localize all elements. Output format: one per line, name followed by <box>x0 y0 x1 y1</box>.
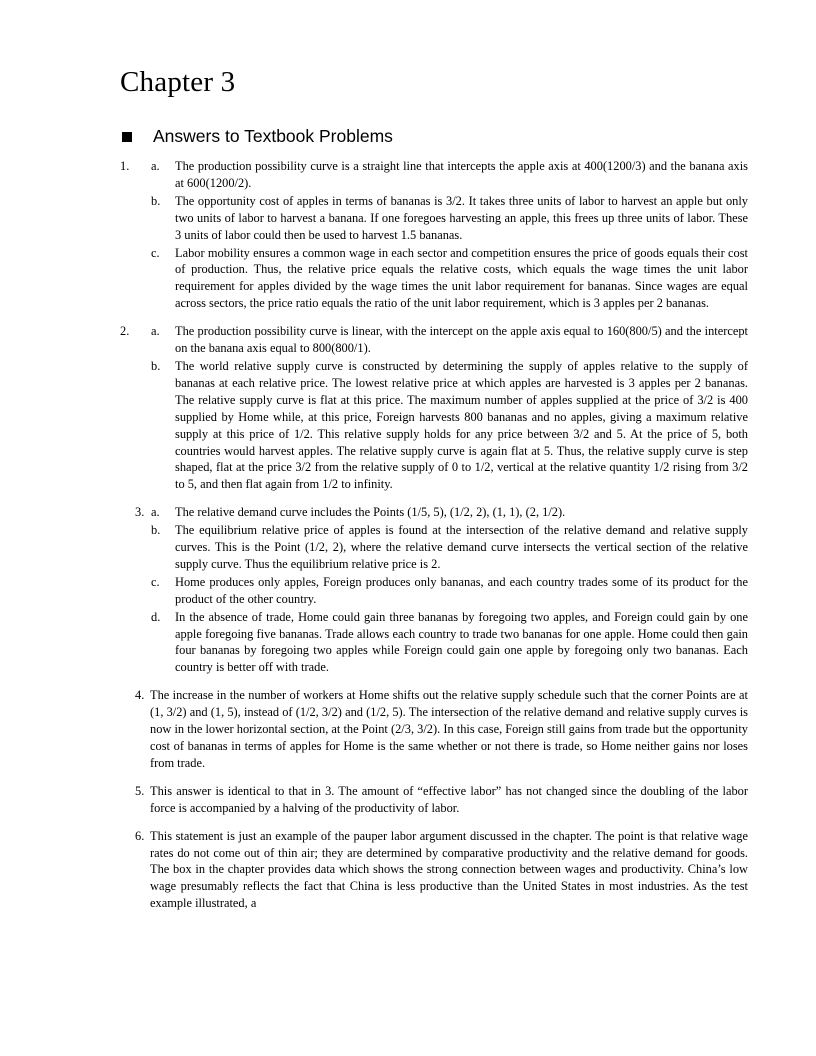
item-number: 4. <box>135 688 145 703</box>
item-text: Home produces only apples, Foreign produces only bananas, and each country trades some of its product for the product of the other country. <box>175 574 748 606</box>
item-letter: b. <box>151 193 161 208</box>
answers-list <box>0 158 816 920</box>
item-number: 2. <box>120 324 130 339</box>
item-text: This answer is identical to that in 3. The amount of “effective labor” has not changed since the doubling of the labor force is accompanied by a halving of the productivity of labor. <box>150 783 748 815</box>
list-item <box>0 245 816 313</box>
list-item <box>0 783 816 817</box>
item-text: The world relative supply curve is constructed by determining the supply of apples relative to the supply of bananas at each relative price. The lowest relative price at which apples are harvested is 3 apples per 2 bananas. The relative supply curve is flat at this price. The maximum number of apples supplied at the price of 3/2 is 400 supplied by Home while, at this price, Foreign harvests 800 bananas and no apples, giving a maximum relative supply at this price of 1/2. This relative supply holds for any price between 3/2 and 5. At the price of 5, both countries would harvest apples. The relative supply curve is again flat at 5. Thus, the relative supply curve is step shaped, flat at the price 3/2 from the relative supply of 0 to 1/2, vertical at the relative quantity 1/2 rising from 3/2 to 5, and then flat again from 1/2 to infinity. <box>175 358 748 492</box>
item-text: The production possibility curve is linear, with the intercept on the apple axis equal to 160(800/5) and the intercept on the banana axis equal to 800(800/1). <box>175 324 748 356</box>
item-text: The equilibrium relative price of apples is found at the intersection of the relative demand and relative supply curves. This is the Point (1/2, 2), where the relative demand curve intersects the vertical section of the relative supply curve. Thus the equilibrium relative price is 2. <box>175 523 748 571</box>
list-item <box>0 828 816 913</box>
item-letter: c. <box>151 245 160 260</box>
item-letter: b. <box>151 523 161 538</box>
item-letter: a. <box>151 159 160 173</box>
item-letter: a. <box>151 324 160 339</box>
section-heading-text: Answers to Textbook Problems <box>153 126 393 146</box>
item-number: 1. <box>120 159 130 173</box>
item-text: The production possibility curve is a straight line that intercepts the apple axis at 400(1200/3) and the banana axis at 600(1200/2). <box>175 159 748 190</box>
list-item <box>0 609 816 677</box>
section-heading <box>121 126 393 147</box>
item-letter: d. <box>151 609 161 624</box>
item-letter: b. <box>151 358 161 373</box>
item-number: 6. <box>135 828 145 843</box>
item-letter: a. <box>151 505 160 520</box>
list-item <box>0 687 816 772</box>
list-item <box>0 323 816 357</box>
square-bullet-icon <box>122 132 132 142</box>
list-item <box>0 504 816 521</box>
item-text: Labor mobility ensures a common wage in each sector and competition ensures the price of goods equals their cost of production. Thus, the relative price equals the relative costs, which equals the wage times the unit labor requirement for apples divided by the wage times the unit labor requirement for bananas. Since wages are equal across sectors, the price ratio equals the ratio of the unit labor requirement, which is 3 apples per 2 bananas. <box>175 245 748 311</box>
item-text: The opportunity cost of apples in terms of bananas is 3/2. It takes three units of labor to harvest an apple but only two units of labor to harvest a banana. If one foregoes harvesting an apple, this frees up three units of labor. These 3 units of labor could then be used to harvest 1.5 bananas. <box>175 193 748 242</box>
item-text: The relative demand curve includes the Points (1/5, 5), (1/2, 2), (1, 1), (2, 1/2). <box>175 505 566 520</box>
item-letter: c. <box>151 574 160 589</box>
item-text: In the absence of trade, Home could gain three bananas by foregoing two apples, and Foreign could gain by one apple foregoing five bananas. Trade allows each country to trade two bananas for one apple. Home could then gain four bananas by foregoing two apples while Foreign could gain one apple by foregoing only two bananas. Each country is better off with trade. <box>175 609 748 675</box>
list-item <box>0 358 816 493</box>
list-item <box>0 574 816 608</box>
list-item <box>0 158 816 192</box>
item-text: This statement is just an example of the pauper labor argument discussed in the chapter. The point is that relative wage rates do not come out of thin air; they are determined by comparative productivity and the relative demand for goods. The box in the chapter provides data which shows the strong connection between wages and productivity. China’s low wage presumably reflects the fact that China is less productive than the United States in most industries. As the test example illustrated, a <box>150 828 748 911</box>
item-number: 3. <box>135 505 145 520</box>
list-item <box>0 522 816 573</box>
chapter-title: Chapter 3 <box>120 66 236 98</box>
item-text: The increase in the number of workers at Home shifts out the relative supply schedule such that the corner Points are at (1, 3/2) and (1, 5), instead of (1/2, 3/2) and (1/2, 5). The intersection of the relative demand and relative supply curves is now in the lower horizontal section, at the Point (2/3, 3/2). In this case, Foreign still gains from trade but the opportunity cost of bananas in terms of apples for Home is the same whether or not there is trade, so Home neither gains nor loses from trade. <box>150 688 748 770</box>
item-number: 5. <box>135 783 145 798</box>
list-item <box>0 193 816 244</box>
